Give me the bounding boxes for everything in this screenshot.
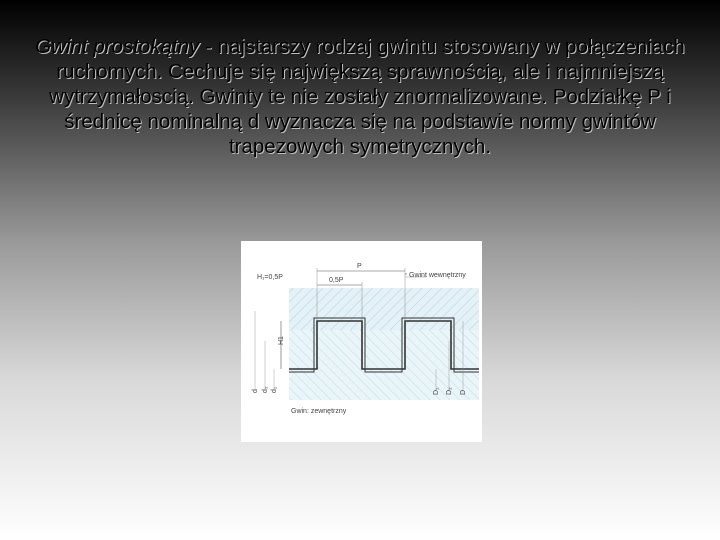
dim-D2-label: D₂ (446, 387, 453, 395)
body-description: - najstarszy rodzaj gwintu stosowany w połączeniach ruchomych. Cechuje się największą sprawnością, ale i najmniejszą wytrzymałoscią. Gwinty te nie zostały znormalizowane. Podziałkę P i średnicę nominalną d wyznacza się na podstawie normy gwintów trapezowych symetrycznych. (49, 35, 685, 158)
external-thread-label: Gwin: zewnętrzny (291, 408, 347, 415)
h1-label: H1 (278, 336, 285, 345)
rectangular-thread-diagram (241, 241, 482, 442)
thread-diagram-svg (241, 241, 482, 442)
dim-d-label: d (252, 389, 259, 393)
pitch-label: P (357, 263, 362, 270)
dim-D1-label: D₁ (433, 387, 440, 395)
dim-d1-label: d₁ (271, 386, 278, 393)
internal-thread-label: Gwint wewnętrzny (409, 272, 466, 279)
slide-body-text (12, 34, 708, 159)
dim-d2-label: d₂ (262, 386, 269, 393)
half-pitch-label: 0,5P (329, 277, 344, 284)
lead-term: Gwint prostokątny (35, 35, 200, 58)
dim-D-label: D (460, 389, 467, 395)
h1-formula-label: H₁=0,5P (257, 274, 283, 281)
